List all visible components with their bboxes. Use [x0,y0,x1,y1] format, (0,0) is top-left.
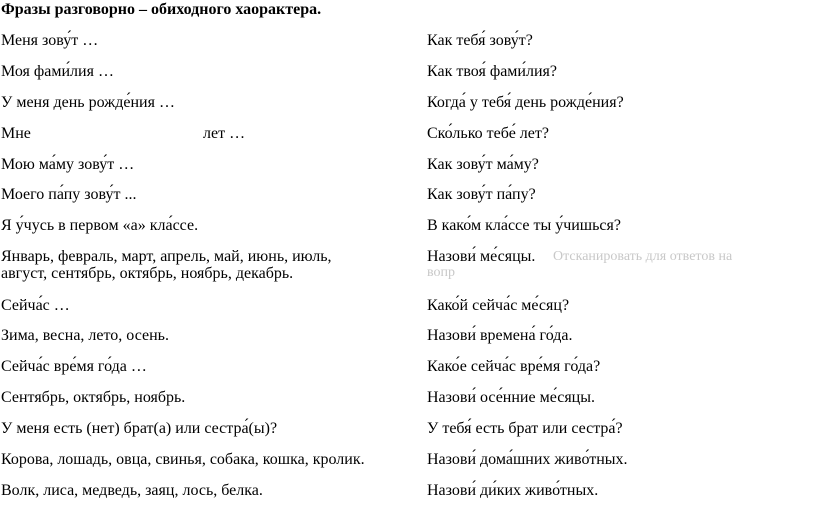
answer-text: Я у́чусь в первом «а» кла́ссе. [1,217,199,234]
question-text: Когда́ у тебя́ день рожде́ния? [427,94,624,111]
answer-text: Волк, лиса, медведь, заяц, лось, белка. [1,482,263,499]
answer-text: Сейча́с … [1,297,70,314]
question-text: У тебя́ есть брат или сестра́? [427,420,623,437]
question-text: Как зову́т па́пу? [427,186,536,203]
question-text: Как твоя́ фами́лия? [427,63,557,80]
answer-text: Мне [1,125,31,142]
answer-text: Сейча́с вре́мя го́да … [1,358,147,375]
answer-text: Корова, лошадь, овца, свинья, собака, кошка, кролик. [1,451,365,468]
question-text: Как тебя́ зову́т? [427,32,533,49]
answer-text: Сентябрь, октябрь, ноябрь. [1,389,186,406]
question-text: Назови́ дома́шних живо́тных. [427,451,628,468]
answer-text: У меня есть (нет) брат(а) или сестра́(ы)? [1,420,278,437]
faded-watermark-text: Отсканировать для ответов на [553,249,733,264]
question-text: Назови́ ди́ких живо́тных. [427,482,599,499]
question-text: В како́м кла́ссе ты у́чишься? [427,217,621,234]
answer-text: Зима, весна, лето, осень. [1,327,169,344]
answer-text-continuation: лет … [203,125,246,142]
answer-text-line2: август, сентябрь, октябрь, ноябрь, декабрь. [1,265,294,282]
question-text: Назови́ времена́ го́да. [427,327,573,344]
question-text: Ско́лько тебе́ лет? [427,125,549,142]
question-text: Как зову́т ма́му? [427,156,539,173]
question-text: Назови́ ме́сяцы. [427,248,536,265]
question-text: Како́е сейча́с вре́мя го́да? [427,358,601,375]
answer-text: Моя фами́лия … [1,63,114,80]
question-text: Како́й сейча́с ме́сяц? [427,297,570,314]
answer-text: Мою ма́му зову́т … [1,156,135,173]
answer-text: Январь, февраль, март, апрель, май, июнь, июль, [1,248,332,265]
question-text: Назови́ осе́нние ме́сяцы. [427,389,595,406]
page-title: Фразы разговорно – обиходного хаорактера. [1,1,322,18]
faded-watermark-text: вопр [427,265,456,280]
answer-text: Моего па́пу зову́т ... [1,186,137,203]
answer-text: Меня зову́т … [1,32,99,49]
answer-text: У меня день рожде́ния … [1,94,175,111]
